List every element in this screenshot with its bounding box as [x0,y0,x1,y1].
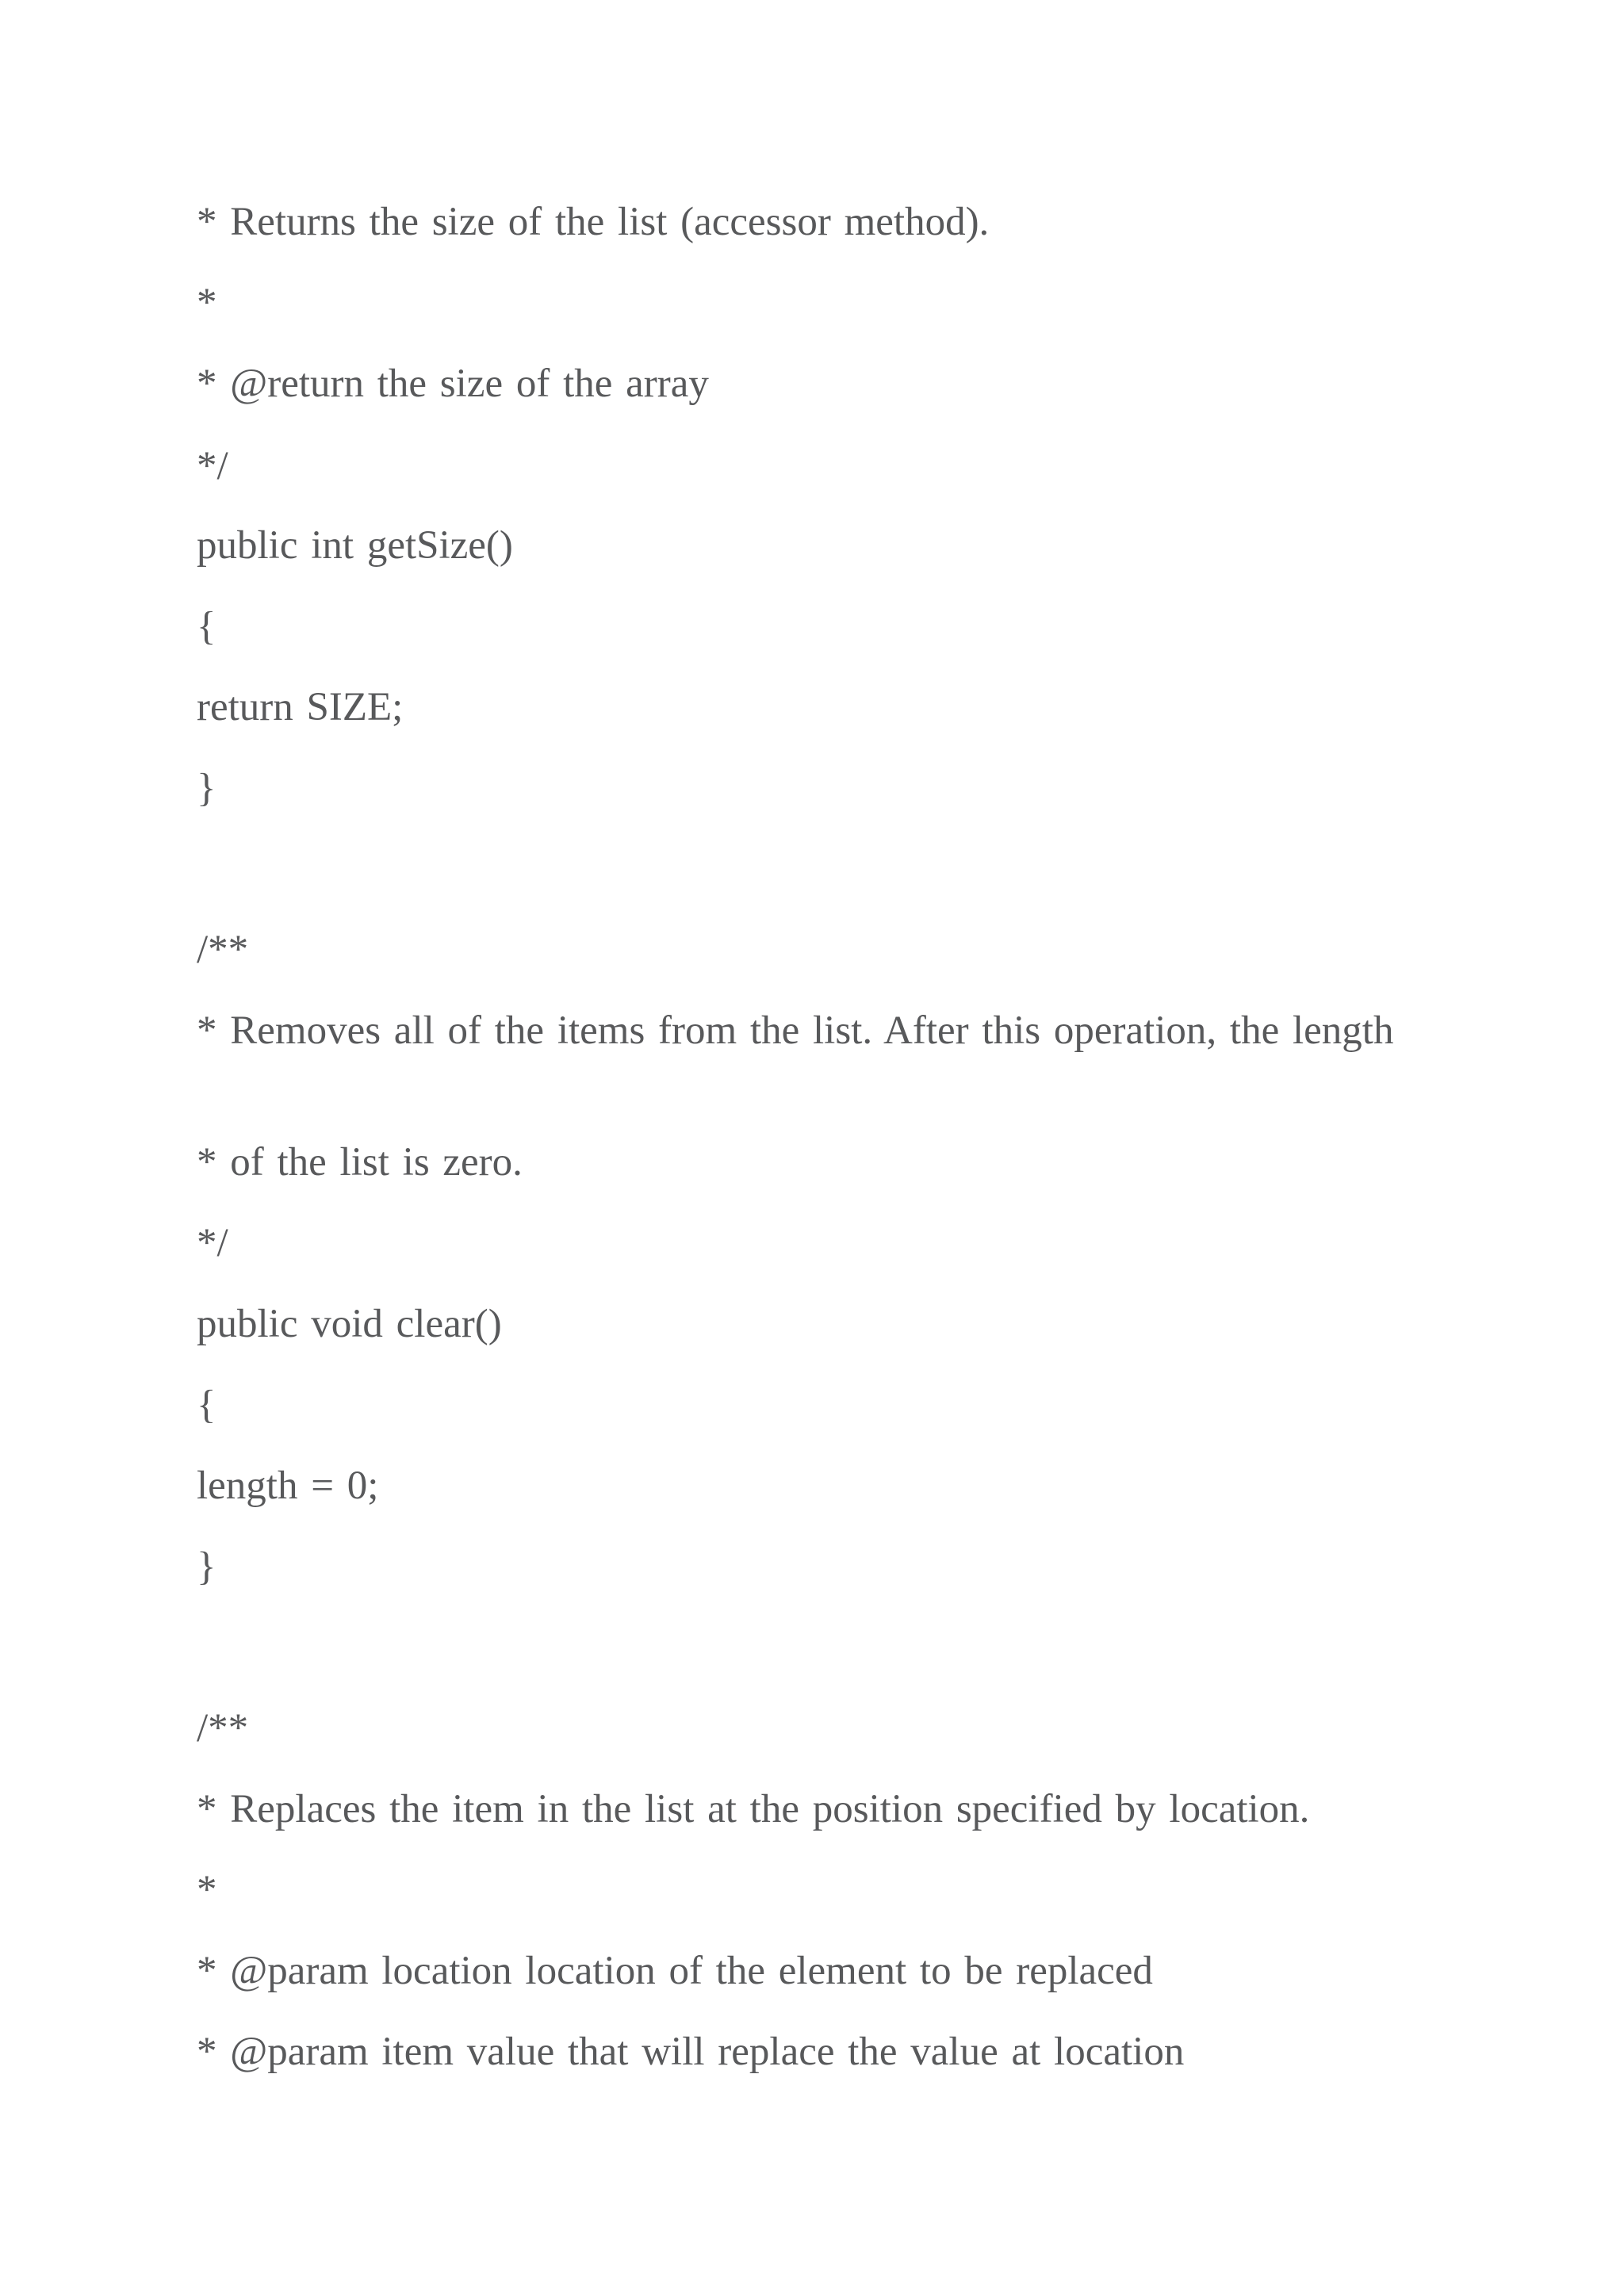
close-brace: } [197,766,216,810]
method-signature-clear: public void clear() [197,1302,502,1346]
comment-blank-line: * [197,281,217,325]
assignment-statement: length = 0; [197,1464,379,1508]
method-signature-getsize: public int getSize() [197,523,513,568]
open-brace: { [197,604,216,649]
comment-replaces-item: * Replaces the item in the list at the position specified by location. [197,1787,1310,1831]
comment-open: /** [197,1706,249,1751]
comment-param-item: * @param item value that will replace the value at location [197,2030,1185,2074]
comment-close: */ [197,444,228,488]
open-brace: { [197,1383,216,1427]
comment-open: /** [197,928,249,972]
close-brace: } [197,1544,216,1589]
comment-return-tag: * @return the size of the array [197,362,709,406]
comment-close: */ [197,1221,228,1265]
comment-removes-items: * Removes all of the items from the list. After this operation, the length [197,1008,1394,1053]
comment-param-location: * @param location location of the element to be replaced [197,1949,1153,1993]
comment-list-zero: * of the list is zero. [197,1140,523,1184]
comment-blank-line: * [197,1868,217,1912]
comment-returns-size: * Returns the size of the list (accessor method). [197,200,990,244]
return-statement: return SIZE; [197,685,404,729]
